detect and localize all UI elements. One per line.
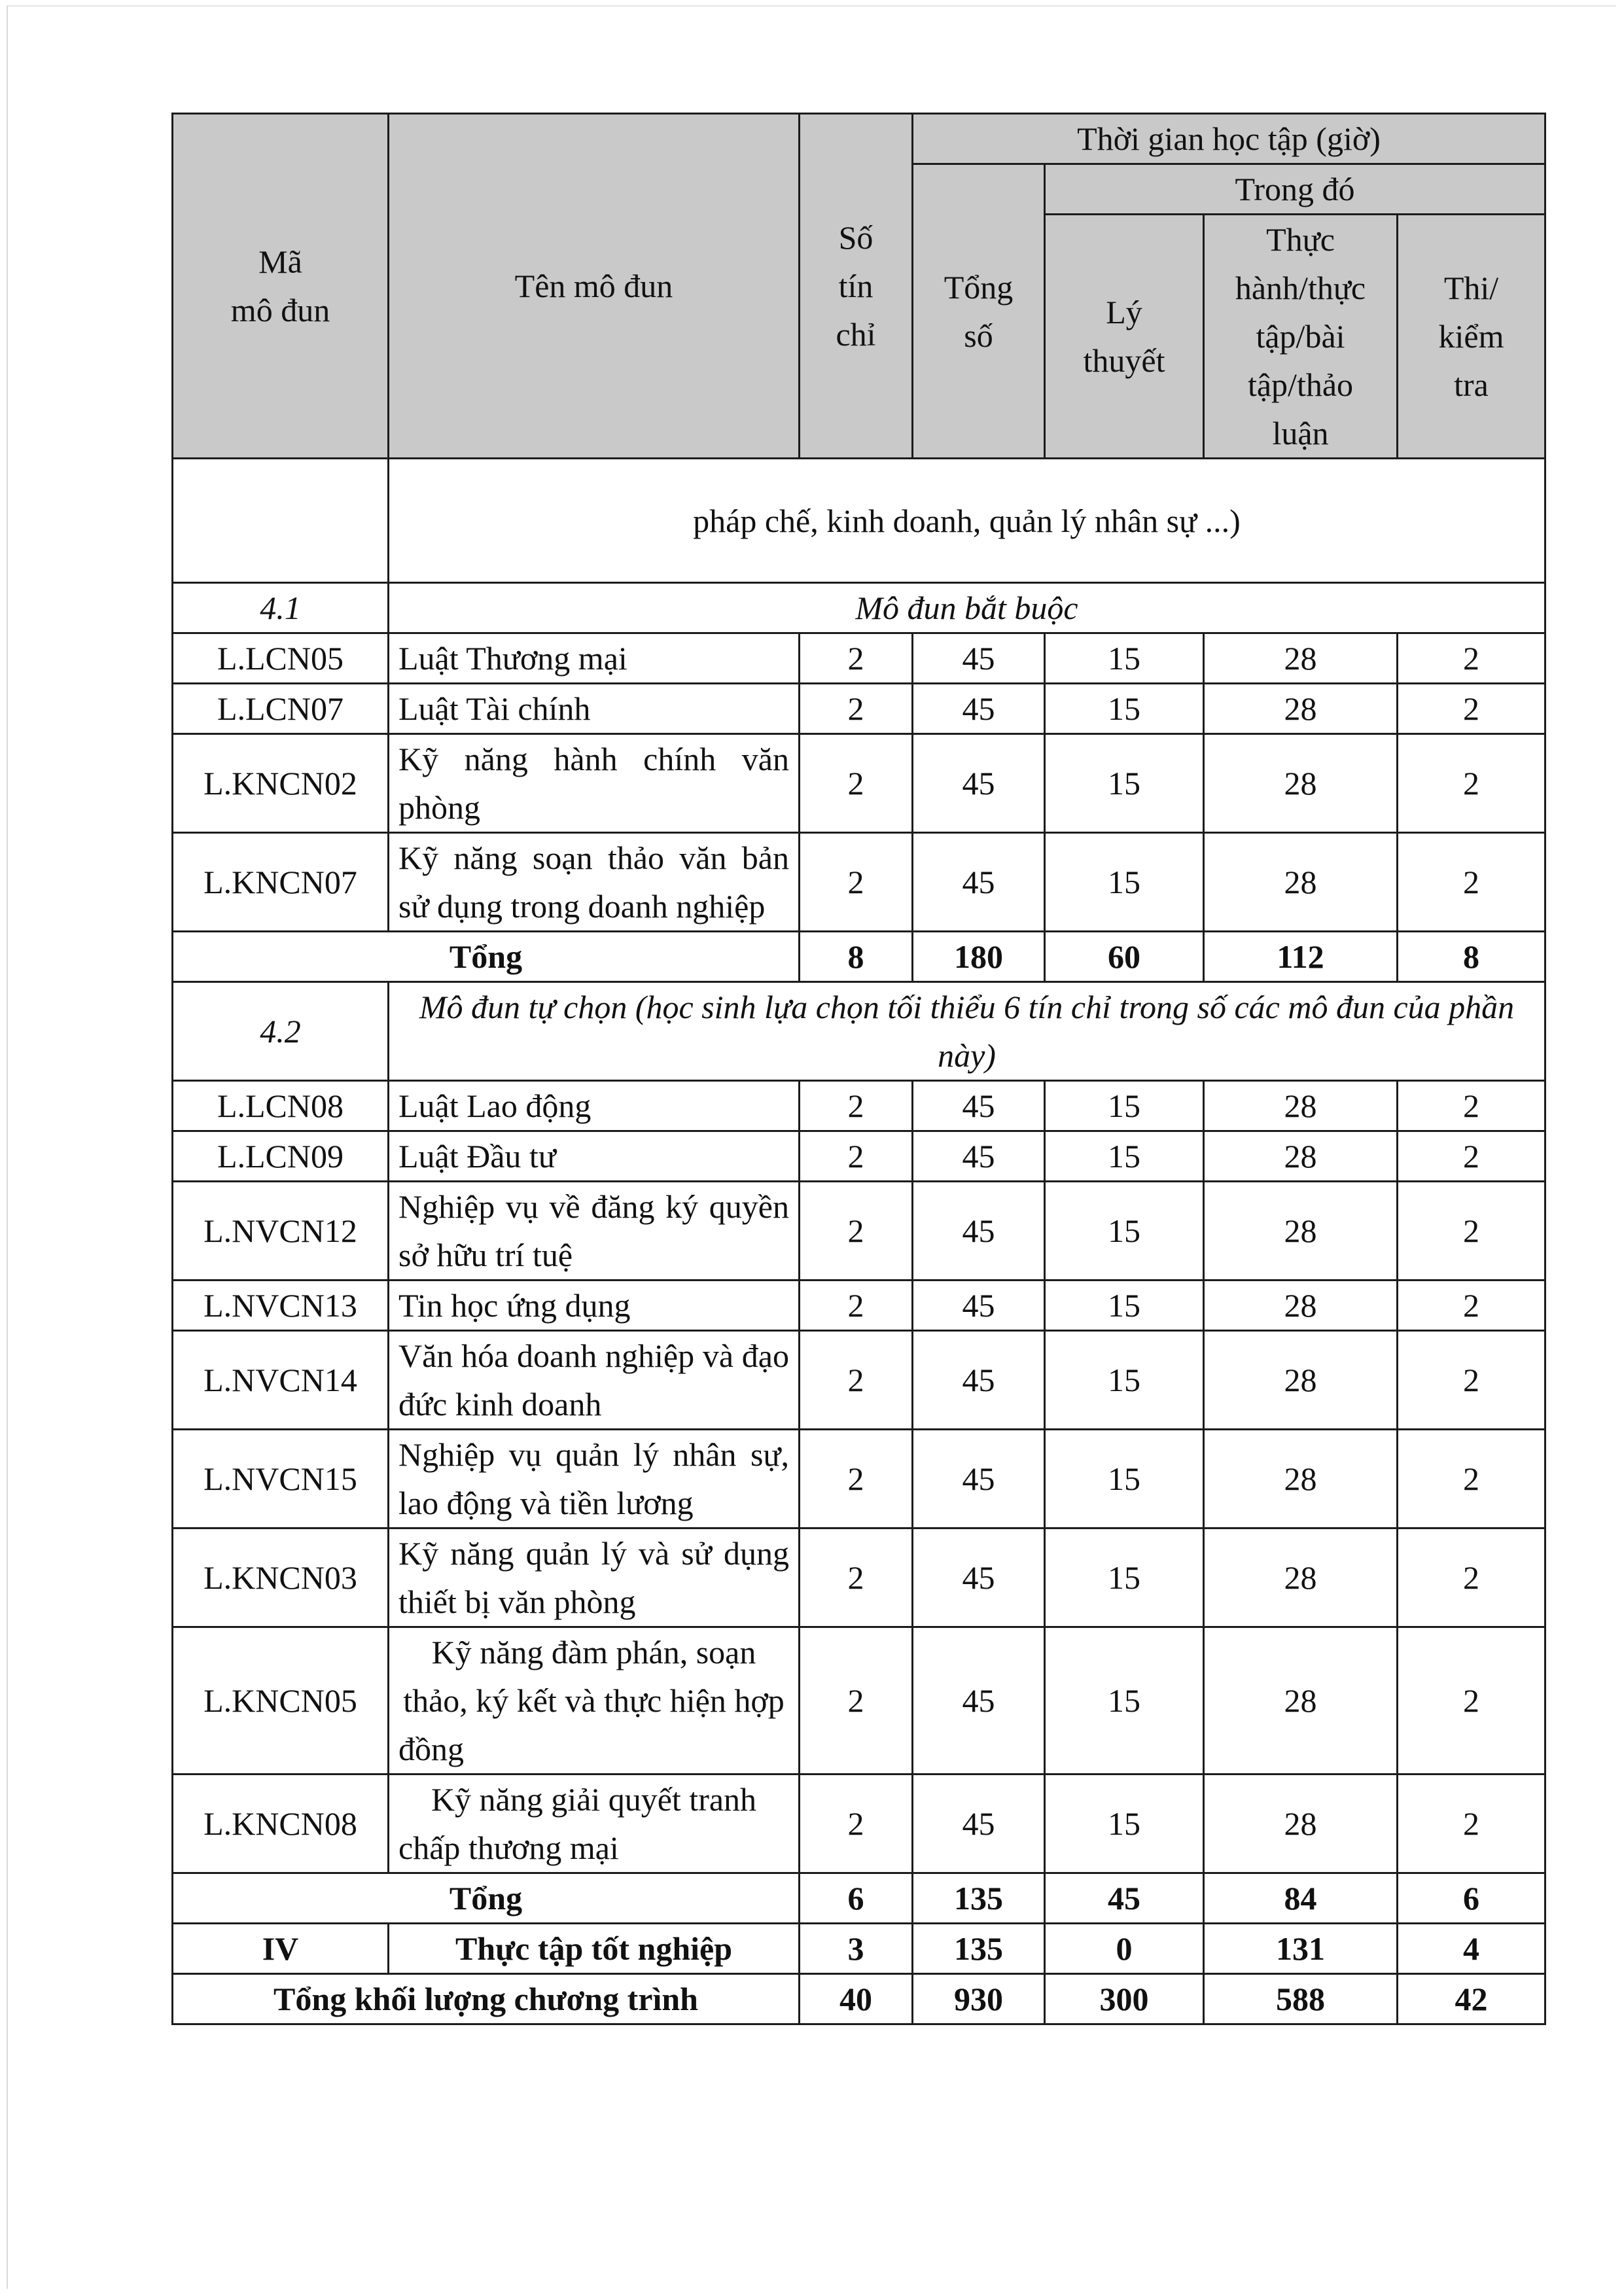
exam-cell: 2 [1398,1331,1545,1430]
module-name: Kỹ năng hành chính văn phòng [389,734,800,833]
module-name: Luật Tài chính [389,684,800,734]
exam-cell: 6 [1398,1873,1545,1924]
total-hours-cell: 45 [913,1081,1045,1131]
credits-cell: 2 [800,833,913,932]
credits-cell: 2 [800,1430,913,1528]
grand-total-row [173,1974,1545,2024]
total-hours-cell: 45 [913,1331,1045,1430]
internship-code: IV [173,1924,389,1974]
theory-cell: 15 [1045,1430,1204,1528]
practice-cell: 28 [1204,1775,1398,1873]
practice-cell: 28 [1204,1627,1398,1775]
theory-cell: 15 [1045,1182,1204,1280]
total-hours-cell: 45 [913,1627,1045,1775]
module-name: Luật Đầu tư [389,1131,800,1182]
exam-cell: 2 [1398,1081,1545,1131]
practice-cell: 28 [1204,734,1398,833]
theory-cell: 15 [1045,1280,1204,1331]
theory-cell: 15 [1045,684,1204,734]
exam-cell: 2 [1398,1775,1545,1873]
theory-cell: 15 [1045,1331,1204,1430]
theory-cell: 15 [1045,734,1204,833]
header-exam: Thi/ kiểm tra [1398,215,1545,459]
header-study-time: Thời gian học tập (giờ) [913,114,1545,164]
practice-cell: 28 [1204,1528,1398,1627]
practice-cell: 28 [1204,1131,1398,1182]
exam-cell: 2 [1398,1280,1545,1331]
total-hours-cell: 45 [913,1430,1045,1528]
table-row [173,684,1545,734]
curriculum-table [171,113,1546,2025]
credits-cell: 2 [800,1528,913,1627]
module-name: Văn hóa doanh nghiệp và đạo đức kinh doanh [389,1331,800,1430]
practice-cell: 131 [1204,1924,1398,1974]
exam-cell: 2 [1398,1182,1545,1280]
section-row [173,982,1545,1081]
practice-cell: 28 [1204,1280,1398,1331]
credits-cell: 2 [800,1182,913,1280]
subtotal-row [173,1873,1545,1924]
credits-cell: 2 [800,1280,913,1331]
header-credits: Số tín chỉ [800,114,913,459]
table-row [173,633,1545,684]
exam-cell: 2 [1398,684,1545,734]
continuation-code-cell [173,459,389,583]
header-theory: Lý thuyết [1045,215,1204,459]
total-hours-cell: 45 [913,1775,1045,1873]
total-hours-cell: 45 [913,684,1045,734]
header-of-which: Trong đó [1045,164,1545,215]
continuation-text: pháp chế, kinh doanh, quản lý nhân sự ...) [389,459,1545,583]
credits-cell: 2 [800,1627,913,1775]
credits-cell: 2 [800,633,913,684]
module-code: L.KNCN05 [173,1627,389,1775]
section-title: Mô đun tự chọn (học sinh lựa chọn tối thiểu 6 tín chỉ trong số các mô đun của phần này) [389,982,1545,1081]
theory-cell: 15 [1045,833,1204,932]
module-name: Nghiệp vụ quản lý nhân sự, lao động và tiền lương [389,1430,800,1528]
total-hours-cell: 45 [913,833,1045,932]
theory-cell: 15 [1045,1081,1204,1131]
total-hours-cell: 135 [913,1924,1045,1974]
practice-cell: 28 [1204,1182,1398,1280]
theory-cell: 60 [1045,932,1204,982]
section-code: 4.1 [173,583,389,633]
table-row [173,1528,1545,1627]
module-name: Kỹ năng quản lý và sử dụng thiết bị văn phòng [389,1528,800,1627]
practice-cell: 28 [1204,633,1398,684]
theory-cell: 15 [1045,633,1204,684]
credits-cell: 2 [800,734,913,833]
exam-cell: 2 [1398,1627,1545,1775]
header-total-hours: Tổng số [913,164,1045,459]
credits-cell: 3 [800,1924,913,1974]
continuation-row [173,459,1545,583]
practice-cell: 28 [1204,833,1398,932]
credits-cell: 6 [800,1873,913,1924]
section-title: Mô đun bắt buộc [389,583,1545,633]
internship-name: Thực tập tốt nghiệp [389,1924,800,1974]
table-row [173,1182,1545,1280]
total-hours-cell: 45 [913,1182,1045,1280]
table-row [173,1081,1545,1131]
total-hours-cell: 45 [913,1280,1045,1331]
module-code: L.KNCN03 [173,1528,389,1627]
exam-cell: 8 [1398,932,1545,982]
module-code: L.LCN09 [173,1131,389,1182]
module-code: L.LCN05 [173,633,389,684]
module-name: Tin học ứng dụng [389,1280,800,1331]
credits-cell: 8 [800,932,913,982]
theory-cell: 45 [1045,1873,1204,1924]
module-code: L.NVCN14 [173,1331,389,1430]
module-code: L.KNCN02 [173,734,389,833]
module-code: L.NVCN12 [173,1182,389,1280]
internship-row [173,1924,1545,1974]
practice-cell: 84 [1204,1873,1398,1924]
total-hours-cell: 45 [913,1131,1045,1182]
subtotal-label: Tổng [173,932,800,982]
module-name: Nghiệp vụ về đăng ký quyền sở hữu trí tuệ [389,1182,800,1280]
exam-cell: 2 [1398,833,1545,932]
total-hours-cell: 930 [913,1974,1045,2024]
total-hours-cell: 45 [913,1528,1045,1627]
module-name: Kỹ năng đàm phán, soạn thảo, ký kết và thực hiện hợp đồng [389,1627,800,1775]
subtotal-row [173,932,1545,982]
theory-cell: 300 [1045,1974,1204,2024]
practice-cell: 112 [1204,932,1398,982]
table-row [173,1280,1545,1331]
theory-cell: 15 [1045,1775,1204,1873]
practice-cell: 28 [1204,1430,1398,1528]
theory-cell: 15 [1045,1627,1204,1775]
table-row [173,734,1545,833]
exam-cell: 2 [1398,1131,1545,1182]
credits-cell: 2 [800,1131,913,1182]
exam-cell: 2 [1398,633,1545,684]
total-hours-cell: 45 [913,633,1045,684]
module-name: Kỹ năng giải quyết tranh chấp thương mại [389,1775,800,1873]
credits-cell: 40 [800,1974,913,2024]
module-code: L.NVCN13 [173,1280,389,1331]
grand-total-label: Tổng khối lượng chương trình [173,1974,800,2024]
credits-cell: 2 [800,684,913,734]
total-hours-cell: 135 [913,1873,1045,1924]
module-name: Luật Thương mại [389,633,800,684]
header-practice: Thực hành/thực tập/bài tập/thảo luận [1204,215,1398,459]
header-module-code: Mã mô đun [173,114,389,459]
module-code: L.NVCN15 [173,1430,389,1528]
practice-cell: 28 [1204,1331,1398,1430]
theory-cell: 15 [1045,1528,1204,1627]
practice-cell: 28 [1204,1081,1398,1131]
module-code: L.KNCN07 [173,833,389,932]
exam-cell: 4 [1398,1924,1545,1974]
exam-cell: 42 [1398,1974,1545,2024]
table-row [173,1430,1545,1528]
subtotal-label: Tổng [173,1873,800,1924]
module-code: L.LCN08 [173,1081,389,1131]
section-code: 4.2 [173,982,389,1081]
practice-cell: 588 [1204,1974,1398,2024]
module-name: Luật Lao động [389,1081,800,1131]
module-name: Kỹ năng soạn thảo văn bản sử dụng trong doanh nghiệp [389,833,800,932]
header-module-name: Tên mô đun [389,114,800,459]
credits-cell: 2 [800,1081,913,1131]
table-row [173,1331,1545,1430]
table-row [173,833,1545,932]
total-hours-cell: 180 [913,932,1045,982]
theory-cell: 15 [1045,1131,1204,1182]
module-code: L.KNCN08 [173,1775,389,1873]
module-code: L.LCN07 [173,684,389,734]
exam-cell: 2 [1398,1430,1545,1528]
table-row [173,1627,1545,1775]
exam-cell: 2 [1398,1528,1545,1627]
theory-cell: 0 [1045,1924,1204,1974]
credits-cell: 2 [800,1331,913,1430]
total-hours-cell: 45 [913,734,1045,833]
exam-cell: 2 [1398,734,1545,833]
practice-cell: 28 [1204,684,1398,734]
table-row [173,1131,1545,1182]
credits-cell: 2 [800,1775,913,1873]
section-row [173,583,1545,633]
table-row [173,1775,1545,1873]
